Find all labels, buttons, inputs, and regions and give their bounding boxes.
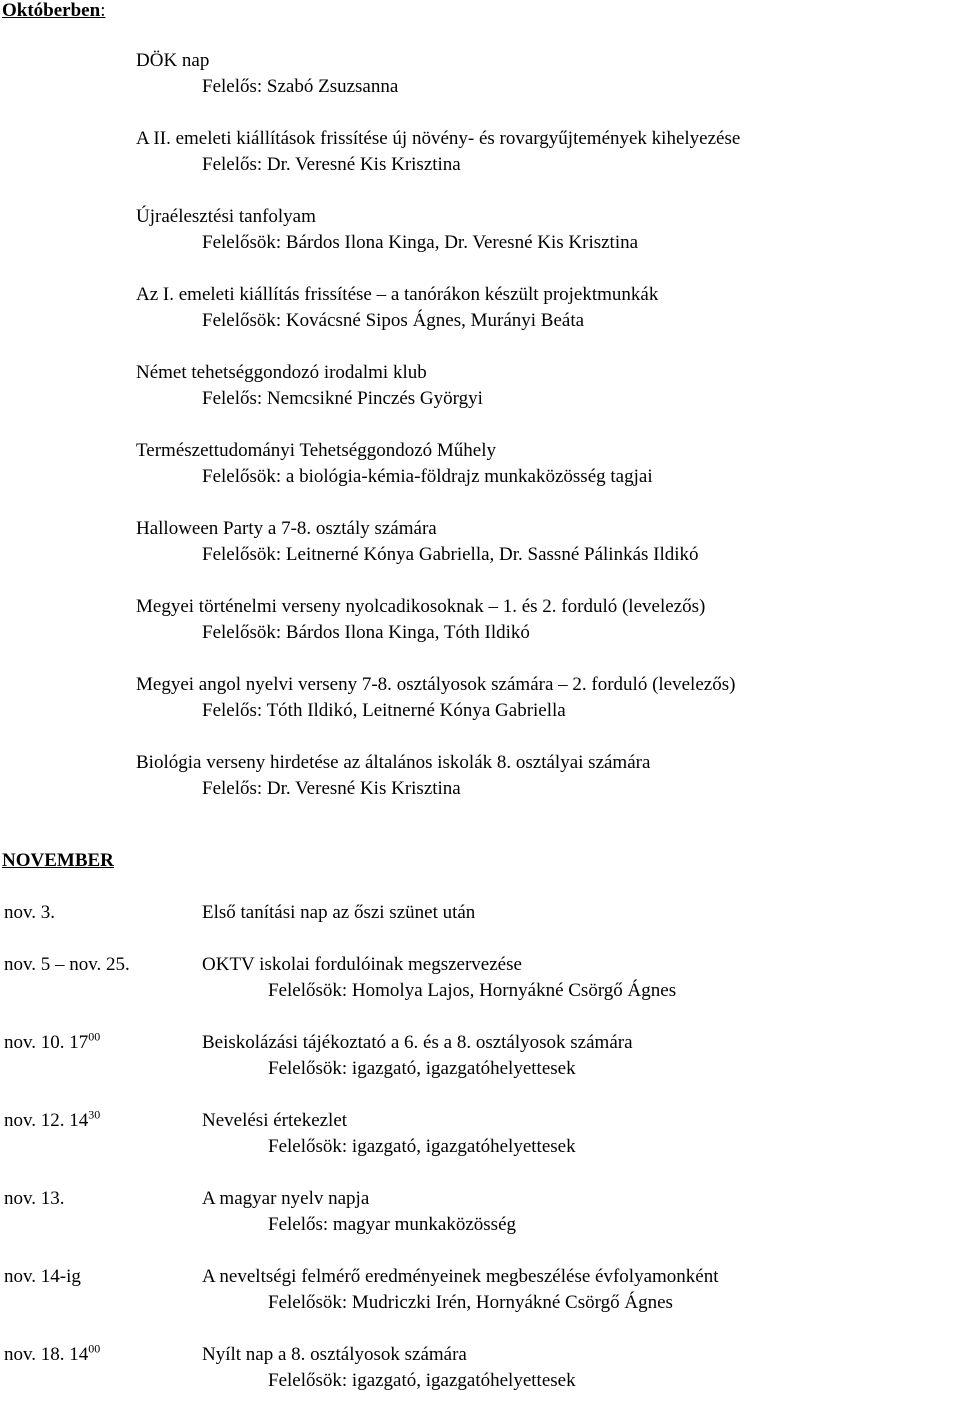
event-responsible: Felelős: Dr. Veresné Kis Krisztina [202, 154, 461, 175]
title-word: (levelezős) [652, 674, 736, 695]
event-responsible: Felelősök: igazgató, igazgatóhelyettesek [268, 1058, 576, 1079]
event-title: Természettudományi Tehetséggondozó Műhely [136, 440, 497, 461]
event-title: Megyei történelmi verseny nyolcadikosoknak – 1. és 2. forduló (levelezős) [136, 596, 706, 617]
october-event [136, 360, 958, 412]
october-heading-text: Októberben [2, 0, 101, 21]
event-responsible: Felelősök: igazgató, igazgatóhelyettesek [268, 1370, 576, 1391]
event-responsible: Felelős: magyar munkaközösség [268, 1214, 517, 1235]
event-responsible: Felelősök: Mudriczki Irén, Hornyákné Csörgő Ágnes [268, 1292, 673, 1313]
november-event [2, 900, 958, 926]
event-responsible: Felelősök: a biológia-kémia-földrajz munkaközösség tagjai [202, 466, 653, 487]
event-date [4, 952, 130, 978]
event-title: Nevelési értekezlet [202, 1110, 348, 1131]
event-date-text: nov. 18. 14 [4, 1344, 89, 1365]
event-title: A magyar nyelv napja [202, 1188, 370, 1209]
event-title-justified [136, 672, 958, 698]
event-date [4, 1186, 65, 1212]
event-time-minutes: 00 [88, 1029, 101, 1044]
event-responsible: Felelősök: Leitnerné Kónya Gabriella, Dr. Sassné Pálinkás Ildikó [202, 544, 699, 565]
event-date-text: nov. 14-ig [4, 1266, 81, 1287]
title-word: verseny [298, 674, 358, 695]
october-event-list [136, 48, 958, 828]
event-date-text: nov. 10. 17 [4, 1032, 89, 1053]
event-responsible: Felelősök: igazgató, igazgatóhelyettesek [268, 1136, 576, 1157]
event-responsible: Felelős: Szabó Zsuzsanna [202, 76, 399, 97]
event-title: A neveltségi felmérő eredményeinek megbeszélése évfolyamonként [202, 1266, 719, 1287]
october-event [136, 204, 958, 256]
title-word: angol [198, 674, 242, 695]
event-body [202, 1186, 958, 1238]
title-word: számára [491, 674, 554, 695]
october-event [136, 438, 958, 490]
event-title: Első tanítási nap az őszi szünet után [202, 902, 476, 923]
november-event [2, 1108, 958, 1160]
november-heading: NOVEMBER [2, 850, 114, 871]
october-event [136, 126, 958, 178]
event-responsible: Felelősök: Homolya Lajos, Hornyákné Csörgő Ágnes [268, 980, 677, 1001]
event-title: Német tehetséggondozó irodalmi klub [136, 362, 427, 383]
october-heading-colon: : [100, 0, 106, 21]
event-date [4, 1264, 81, 1290]
event-responsible: Felelős: Tóth Ildikó, Leitnerné Kónya Gabriella [202, 700, 566, 721]
event-time-minutes: 00 [88, 1341, 101, 1356]
title-word: 2. [572, 674, 587, 695]
event-body [202, 1108, 958, 1160]
event-title: DÖK nap [136, 50, 210, 71]
event-title: Újraélesztési tanfolyam [136, 206, 316, 227]
event-title: Biológia verseny hirdetése az általános iskolák 8. osztályai számára [136, 752, 651, 773]
event-body [202, 1030, 958, 1082]
event-body [202, 1264, 958, 1316]
event-date-text: nov. 13. [4, 1188, 65, 1209]
october-event [136, 516, 958, 568]
event-body [202, 1342, 958, 1394]
october-event [136, 750, 958, 802]
november-event [2, 1264, 958, 1316]
title-word: Megyei [136, 674, 195, 695]
november-event [2, 1186, 958, 1238]
event-title: Az I. emeleti kiállítás frissítése – a tanórákon készült projektmunkák [136, 284, 659, 305]
title-word: forduló [591, 674, 648, 695]
title-word: – [558, 674, 568, 695]
event-title: OKTV iskolai fordulóinak megszervezése [202, 954, 522, 975]
event-title: Halloween Party a 7-8. osztály számára [136, 518, 437, 539]
title-word: 7-8. [361, 674, 392, 695]
event-date [4, 1108, 100, 1134]
event-date [4, 1342, 100, 1368]
october-event [136, 282, 958, 334]
event-title: Nyílt nap a 8. osztályosok számára [202, 1344, 467, 1365]
event-responsible: Felelős: Dr. Veresné Kis Krisztina [202, 778, 461, 799]
event-title: Beiskolázási tájékoztató a 6. és a 8. osztályosok számára [202, 1032, 633, 1053]
event-date [4, 900, 55, 926]
november-event-list [2, 900, 958, 1420]
event-date-text: nov. 12. 14 [4, 1110, 89, 1131]
october-event [136, 672, 958, 724]
event-body [202, 900, 958, 926]
event-responsible: Felelősök: Bárdos Ilona Kinga, Tóth Ildikó [202, 622, 530, 643]
event-responsible: Felelősök: Kovácsné Sipos Ágnes, Murányi Beáta [202, 310, 585, 331]
event-time-minutes: 30 [88, 1107, 101, 1122]
title-word: osztályosok [396, 674, 487, 695]
event-body [202, 952, 958, 1004]
october-heading [2, 0, 105, 24]
title-word: nyelvi [245, 674, 294, 695]
event-responsible: Felelősök: Bárdos Ilona Kinga, Dr. Veresné Kis Krisztina [202, 232, 639, 253]
event-title: A II. emeleti kiállítások frissítése új növény- és rovargyűjtemények kihelyezése [136, 128, 741, 149]
october-event [136, 48, 958, 100]
november-event [2, 1342, 958, 1394]
event-date-text: nov. 5 – nov. 25. [4, 954, 130, 975]
event-date [4, 1030, 100, 1056]
october-event [136, 594, 958, 646]
event-date-text: nov. 3. [4, 902, 56, 923]
event-responsible: Felelős: Nemcsikné Pinczés Györgyi [202, 388, 483, 409]
november-event [2, 1030, 958, 1082]
november-event [2, 952, 958, 1004]
